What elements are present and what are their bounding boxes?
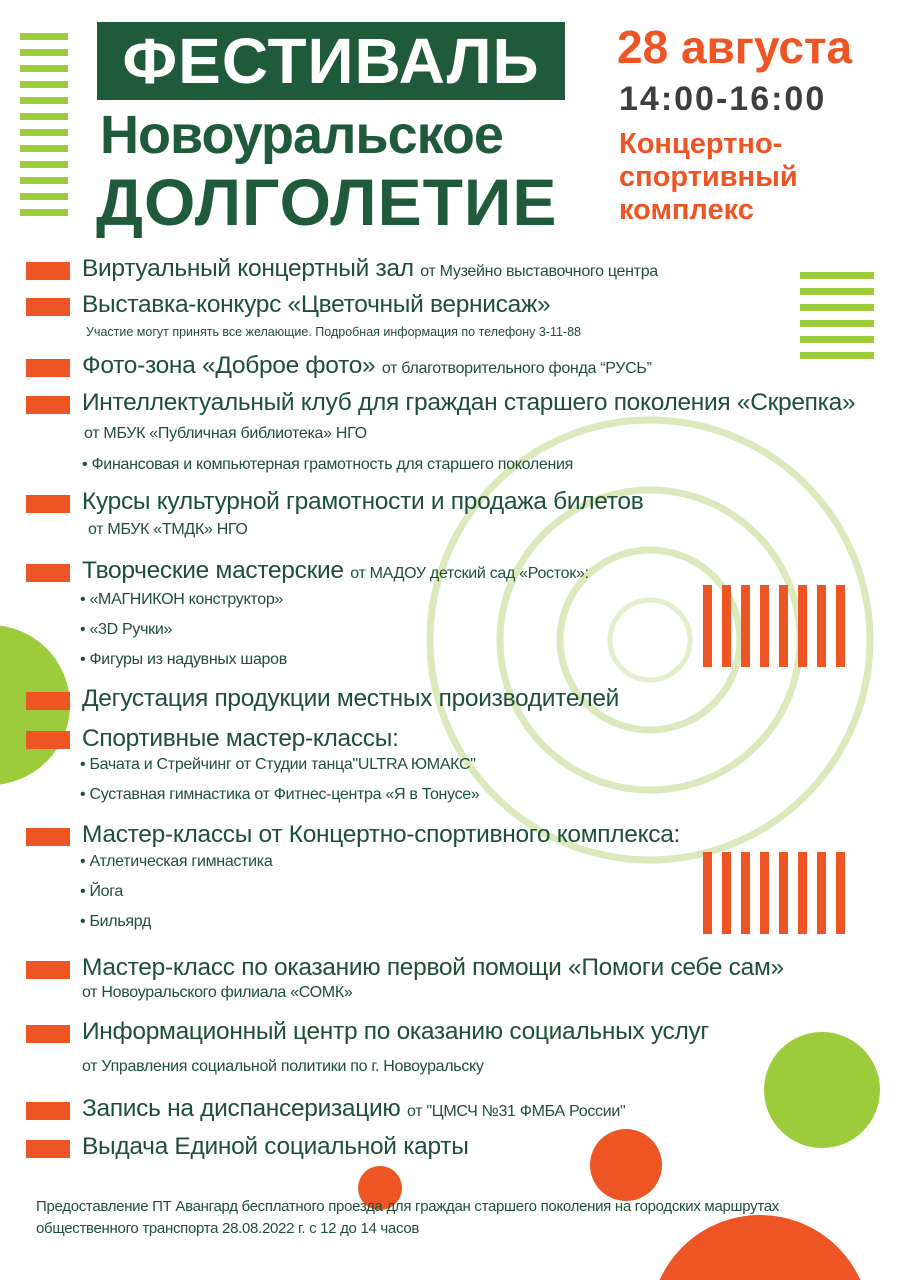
bullet-marker	[26, 564, 70, 582]
sub-item: • Финансовая и компьютерная грамотность для старшего поколения	[82, 456, 574, 473]
list-item: Фото-зона «Доброе фото» от благотворительного фонда “РУСЬ”	[82, 352, 652, 379]
list-item: Выдача Единой социальной карты	[82, 1133, 469, 1160]
sub-item: • «МАГНИКОН конструктор»	[80, 591, 284, 608]
sub-item: • Бильярд	[80, 913, 151, 930]
footer-note	[36, 1196, 866, 1240]
title-city: Новоуральское	[100, 105, 503, 165]
bullet-marker	[26, 298, 70, 316]
bullet-marker	[26, 262, 70, 280]
list-item: Мастер-классы от Концертно-спортивного комплекса:	[82, 821, 681, 848]
bullet-marker	[26, 692, 70, 710]
list-item: Информационный центр по оказанию социальных услуг	[82, 1018, 710, 1045]
item-note: от МБУК «ТМДК» НГО	[88, 521, 248, 538]
orange-circle-mid	[590, 1129, 662, 1201]
bullet-marker	[26, 396, 70, 414]
list-item: Виртуальный концертный зал от Музейно выставочного центра	[82, 255, 658, 282]
list-item: Дегустация продукции местных производителей	[82, 685, 620, 712]
bullet-marker	[26, 1102, 70, 1120]
list-item: Творческие мастерские от МАДОУ детский сад «Росток»:	[82, 557, 589, 584]
sub-item: • «3D Ручки»	[80, 621, 173, 638]
green-stripes-right	[800, 272, 874, 368]
list-item: Интеллектуальный клуб для граждан старшего поколения «Скрепка»	[82, 389, 856, 416]
list-item: Мастер-класс по оказанию первой помощи «Помоги себе сам»	[82, 954, 784, 981]
orange-stripes-lower	[703, 852, 845, 934]
orange-stripes-upper	[703, 585, 845, 667]
event-date: 28 августа	[617, 21, 853, 73]
item-note: Участие могут принять все желающие. Подробная информация по телефону 3-11-88	[86, 325, 581, 339]
event-time: 14:00-16:00	[619, 80, 827, 118]
lime-circle-right	[764, 1032, 880, 1148]
bullet-marker	[26, 1140, 70, 1158]
bullet-marker	[26, 731, 70, 749]
sub-item: • Бачата и Стрейчинг от Студии танца"ULTRA ЮМАКС"	[80, 756, 476, 773]
bullet-marker	[26, 359, 70, 377]
bullet-marker	[26, 495, 70, 513]
bullet-marker	[26, 1025, 70, 1043]
festival-banner: ФЕСТИВАЛЬ	[97, 22, 565, 100]
green-stripes-left	[20, 33, 68, 225]
bullet-marker	[26, 828, 70, 846]
item-note: от Управления социальной политики по г. Новоуральску	[82, 1058, 484, 1075]
title-longevity: ДОЛГОЛЕТИЕ	[96, 165, 558, 239]
list-item: Выставка-конкурс «Цветочный вернисаж»	[82, 291, 551, 318]
sub-item: • Атлетическая гимнастика	[80, 853, 273, 870]
footer-line: общественного транспорта 28.08.2022 г. с 12 до 14 часов	[36, 1220, 420, 1237]
bullet-marker	[26, 961, 70, 979]
item-note: от Новоуральского филиала «СОМК»	[82, 984, 353, 1001]
item-note: от МБУК «Публичная библиотека» НГО	[84, 425, 367, 442]
footer-line: Предоставление ПТ Авангард бесплатного проезда для граждан старшего поколения на городских маршрутах	[36, 1198, 779, 1215]
list-item: Курсы культурной грамотности и продажа билетов	[82, 488, 644, 515]
sub-item: • Йога	[80, 883, 124, 900]
sub-item: • Фигуры из надувных шаров	[80, 651, 287, 668]
list-item: Запись на диспансеризацию от "ЦМСЧ №31 ФМБА России"	[82, 1095, 626, 1122]
list-item: Спортивные мастер-классы:	[82, 725, 399, 752]
sub-item: • Суставная гимнастика от Фитнес-центра «Я в Тонусе»	[80, 786, 480, 803]
event-venue: Концертно-спортивный комплекс	[619, 128, 798, 226]
